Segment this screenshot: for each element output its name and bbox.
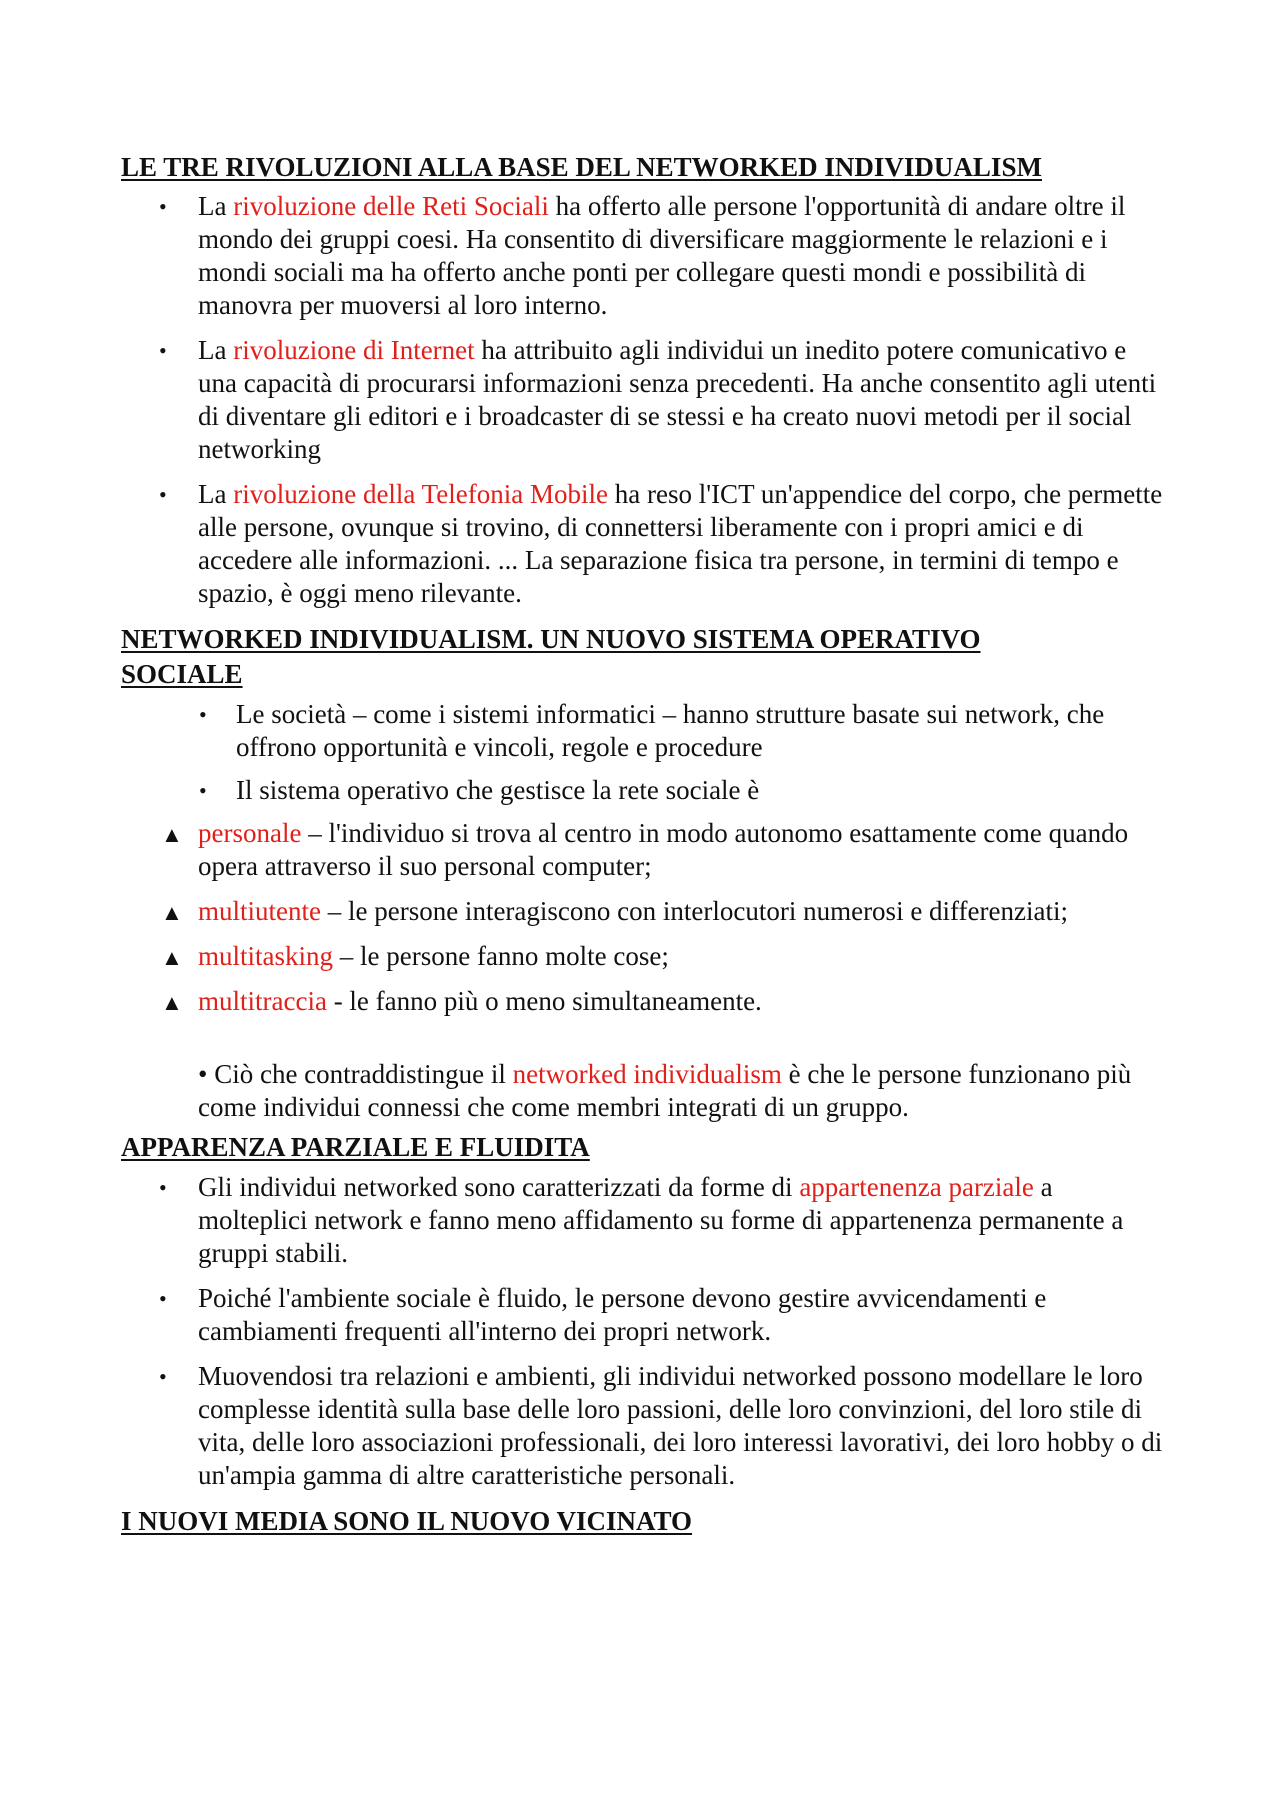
bullet-icon: • [159, 1286, 167, 1311]
paragraph-highlight: networked individualism [512, 1059, 782, 1089]
section-heading-tre-rivoluzioni: LE TRE RIVOLUZIONI ALLA BASE DEL NETWORKED INDIVIDUALISM [121, 152, 1042, 182]
item-text-pre: La [198, 479, 234, 509]
item-highlight: appartenenza parziale [799, 1172, 1034, 1202]
list-item [121, 1282, 1168, 1348]
item-highlight: multitasking [198, 941, 333, 971]
item-highlight: rivoluzione della Telefonia Mobile [233, 479, 608, 509]
list-item [121, 478, 1168, 610]
item-text-post: – le persone interagiscono con interlocutori numerosi e differenziati; [320, 896, 1068, 926]
triangle-bullet-icon: ▲ [161, 900, 183, 925]
contraddistingue-paragraph [121, 1058, 1168, 1124]
list-item [121, 1171, 1168, 1270]
item-text-pre: La [198, 191, 234, 221]
item-text: Il sistema operativo che gestisce la rete sociale è [236, 775, 760, 805]
item-highlight: rivoluzione delle Reti Sociali [233, 191, 549, 221]
apparenza-list [121, 1171, 1168, 1492]
paragraph-text-post: è che le persone funzionano più come individui connessi che come membri integrati di un gruppo. [198, 1059, 1132, 1122]
caratteristiche-list [121, 817, 1168, 1018]
item-text-pre: Muovendosi tra relazioni e ambienti, gli individui networked possono modellare le loro complesse identità sulla base delle loro passioni, delle loro convinzioni, del loro stile di vita, delle loro associazioni professionali, dei loro interessi lavorativi, dei loro hobby o di un'ampia gamma di altre caratteristiche personali. [198, 1361, 1163, 1490]
item-text: Le società – come i sistemi informatici – hanno strutture basate sui network, che offrono opportunità e vincoli, regole e procedure [236, 699, 1105, 762]
rivoluzioni-list [121, 190, 1168, 610]
item-text-post: - le fanno più o meno simultaneamente. [326, 986, 762, 1016]
item-highlight: multiutente [198, 896, 321, 926]
item-text-post: – l'individuo si trova al centro in modo autonomo esattamente come quando opera attraverso il suo personal computer; [198, 818, 1129, 881]
bullet-icon: • [199, 778, 207, 803]
triangle-bullet-icon: ▲ [161, 822, 183, 847]
item-text-post: ha reso l'ICT un'appendice del corpo, che permette alle persone, ovunque si trovino, di connettersi liberamente con i propri amici e di accedere alle informazioni. ... La separazione fisica tra persone, in termini di tempo e spazio, è oggi meno rilevante. [198, 479, 1163, 608]
bullet-icon: • [159, 338, 167, 363]
item-text-pre: Poiché l'ambiente sociale è fluido, le persone devono gestire avvicendamenti e cambiamenti frequenti all'interno dei propri network. [198, 1283, 1047, 1346]
section-heading-networked-individualism: NETWORKED INDIVIDUALISM. UN NUOVO SISTEMA OPERATIVO SOCIALE [121, 624, 981, 689]
bullet-icon: • [159, 194, 167, 219]
item-highlight: rivoluzione di Internet [233, 335, 475, 365]
list-item [121, 895, 1168, 928]
section-heading-apparenza-parziale: APPARENZA PARZIALE E FLUIDITA [121, 1132, 590, 1162]
bullet-icon: • [199, 702, 207, 727]
list-item [121, 190, 1168, 322]
bullet-icon: • [159, 482, 167, 507]
triangle-bullet-icon: ▲ [161, 990, 183, 1015]
list-item [121, 817, 1168, 883]
section-heading-nuovi-media: I NUOVI MEDIA SONO IL NUOVO VICINATO [121, 1506, 693, 1536]
item-text-post: a molteplici network e fanno meno affidamento su forme di appartenenza permanente a gruppi stabili. [198, 1172, 1124, 1268]
item-text-pre: La [198, 335, 234, 365]
item-text-post: ha attribuito agli individui un inedito potere comunicativo e una capacità di procurarsi informazioni senza precedenti. Ha anche consentito agli utenti di diventare gli editori e i broadcaster di se stessi e ha creato nuovi metodi per il social networking [198, 335, 1157, 464]
list-item [121, 334, 1168, 466]
list-item [121, 774, 1168, 807]
item-text-pre: Gli individui networked sono caratterizzati da forme di [198, 1172, 800, 1202]
sistema-operativo-list [121, 698, 1168, 807]
bullet-icon: • [159, 1364, 167, 1389]
item-text-post: – le persone fanno molte cose; [333, 941, 669, 971]
item-text-post: ha offerto alle persone l'opportunità di andare oltre il mondo dei gruppi coesi. Ha consentito di diversificare maggiormente le relazioni e i mondi sociali ma ha offerto anche ponti per collegare questi mondi e possibilità di manovra per muoversi al loro interno. [198, 191, 1126, 320]
list-item [121, 1360, 1168, 1492]
paragraph-text-pre: • Ciò che contraddistingue il [198, 1059, 513, 1089]
triangle-bullet-icon: ▲ [161, 945, 183, 970]
list-item [121, 985, 1168, 1018]
bullet-icon: • [159, 1175, 167, 1200]
list-item [121, 940, 1168, 973]
item-highlight: personale [198, 818, 302, 848]
list-item [121, 698, 1168, 764]
item-highlight: multitraccia [198, 986, 327, 1016]
